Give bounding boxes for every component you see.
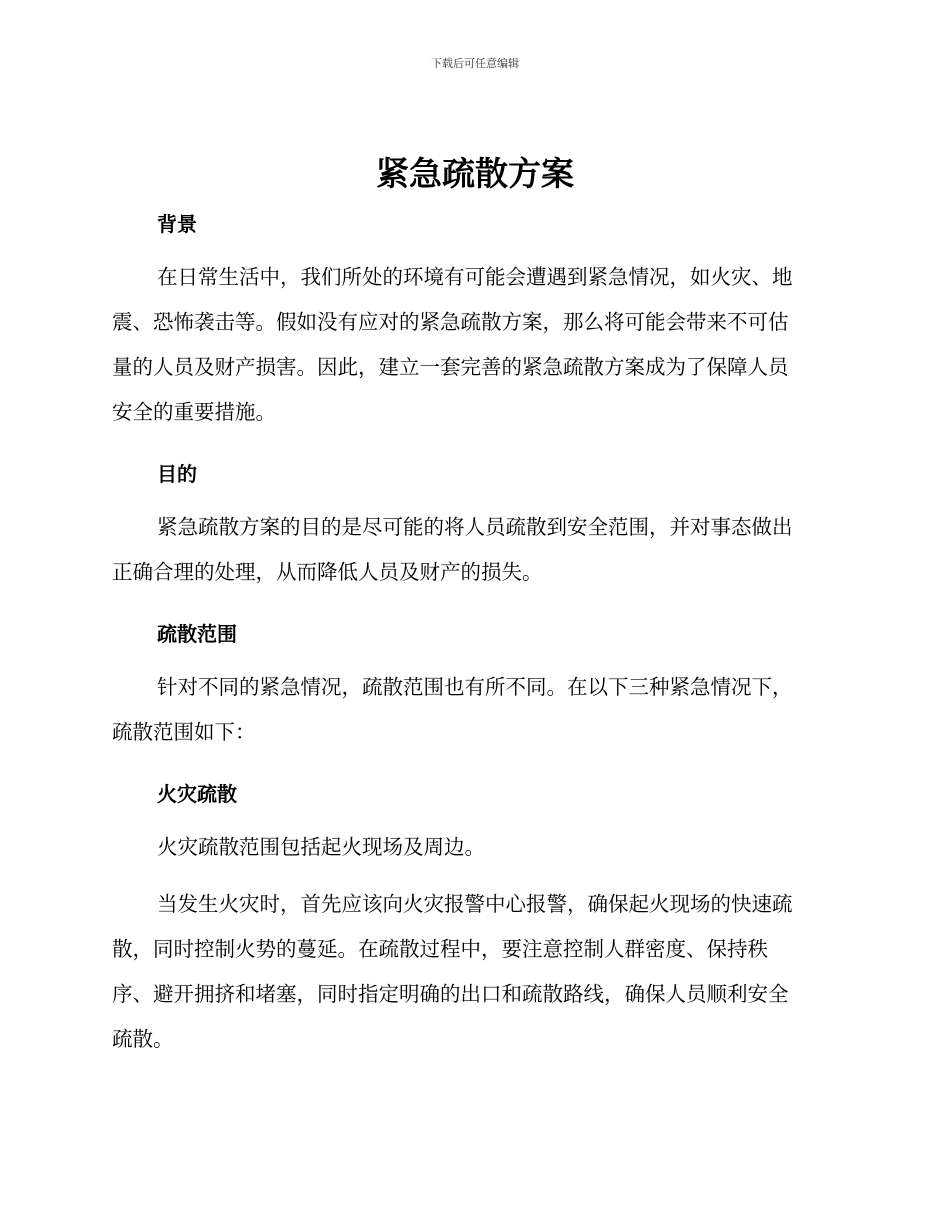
paragraph-fire-scope — [112, 825, 832, 870]
paragraph-background — [112, 255, 832, 435]
paragraph-line: 震、恐怖袭击等。假如没有应对的紧急疏散方案，那么将可能会带来不可估 — [112, 310, 789, 334]
section-heading-background: 背景 — [157, 212, 197, 236]
paragraph-line: 紧急疏散方案的目的是尽可能的将人员疏散到安全范围，并对事态做出 — [157, 515, 793, 539]
paragraph-line: 散，同时控制火势的蔓延。在疏散过程中，要注意控制人群密度、保持秩 — [112, 937, 768, 961]
paragraph-purpose — [112, 505, 832, 595]
paragraph-line: 正确合理的处理，从而降低人员及财产的损失。 — [112, 560, 543, 584]
paragraph-line: 安全的重要措施。 — [112, 400, 276, 424]
page-header: 下载后可任意编辑 — [431, 57, 519, 70]
paragraph-line: 疏散。 — [112, 1027, 174, 1051]
paragraph-scope — [112, 665, 832, 755]
paragraph-line: 序、避开拥挤和堵塞，同时指定明确的出口和疏散路线，确保人员顺利安全 — [112, 982, 789, 1006]
section-heading-fire-evacuation: 火灾疏散 — [157, 782, 237, 806]
paragraph-line: 在日常生活中，我们所处的环境有可能会遭遇到紧急情况，如火灾、地 — [157, 265, 793, 289]
paragraph-line: 当发生火灾时，首先应该向火灾报警中心报警，确保起火现场的快速疏 — [157, 892, 793, 916]
paragraph-line: 针对不同的紧急情况，疏散范围也有所不同。在以下三种紧急情况下， — [157, 675, 793, 699]
paragraph-line: 疏散范围如下： — [112, 720, 256, 744]
page-title: 紧急疏散方案 — [376, 154, 574, 193]
paragraph-line: 火灾疏散范围包括起火现场及周边。 — [157, 835, 485, 859]
section-heading-scope: 疏散范围 — [157, 622, 237, 646]
paragraph-fire-procedure — [112, 882, 832, 1062]
section-heading-purpose: 目的 — [157, 462, 197, 486]
paragraph-line: 量的人员及财产损害。因此，建立一套完善的紧急疏散方案成为了保障人员 — [112, 355, 789, 379]
